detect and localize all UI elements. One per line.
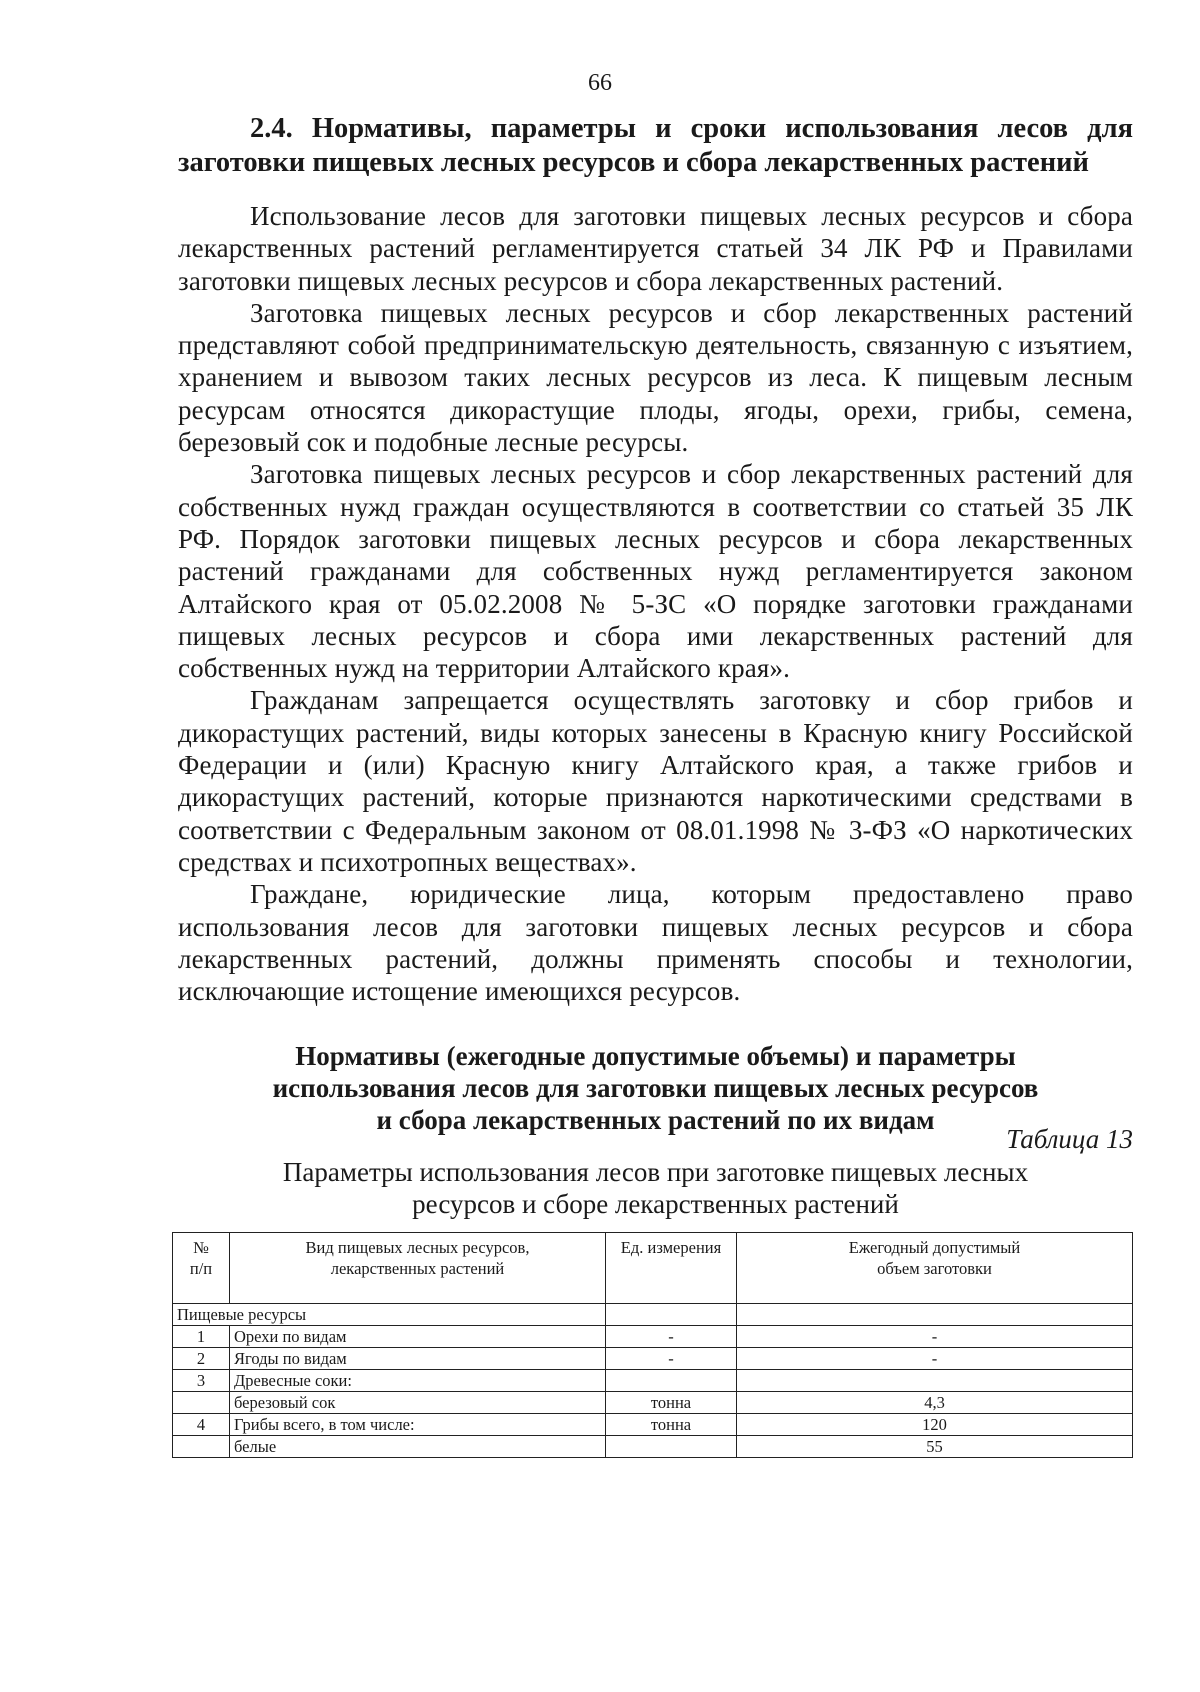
table-heading-line: Нормативы (ежегодные допустимые объемы) и параметры [295,1041,1016,1071]
table-row [173,1326,1133,1348]
header-number: № п/п [173,1233,230,1304]
paragraph: Граждане, юридические лица, которым предоставлено право использования лесов для заготовки пищевых лесных ресурсов и сбора лекарственных растений, должны применять способы и технологии, исключающие истощение имеющихся ресурсов. [178,879,1133,1007]
row-type: Орехи по видам [230,1326,606,1348]
table-group-row [173,1304,1133,1326]
row-type: белые [230,1436,606,1458]
table-heading-line: использования лесов для заготовки пищевых лесных ресурсов [272,1073,1039,1103]
section-heading-line-1: 2.4. Нормативы, параметры и сроки использования лесов для [250,113,1133,144]
table-row [173,1370,1133,1392]
table-cell [737,1304,1133,1326]
paragraph: Гражданам запрещается осуществлять заготовку и сбор грибов и дикорастущих растений, виды которых занесены в Красную книгу Российской Федерации и (или) Красную книгу Алтайского края, а также грибов и дикорастущих растений, которые признаются наркотическими средствами в соответствии с Федеральным законом от 08.01.1998 № 3-ФЗ «О наркотических средствах и психотропных веществах». [178,685,1133,877]
row-number [173,1392,230,1414]
row-type: Грибы всего, в том числе: [230,1414,606,1436]
row-volume: 4,3 [737,1392,1133,1414]
row-unit [606,1436,737,1458]
paragraph: Использование лесов для заготовки пищевых лесных ресурсов и сбора лекарственных растений регламентируется статьей 34 ЛК РФ и Правилами заготовки пищевых лесных ресурсов и сбора лекарственных растений. [178,201,1133,296]
row-type: Ягоды по видам [230,1348,606,1370]
table-caption [178,1156,1133,1220]
row-volume: - [737,1326,1133,1348]
table-caption-line: Параметры использования лесов при заготовке пищевых лесных [282,1157,1029,1187]
row-volume: - [737,1348,1133,1370]
header-resource-type: Вид пищевых лесных ресурсов, лекарственных растений [230,1233,606,1304]
row-type: березовый сок [230,1392,606,1414]
row-volume [737,1370,1133,1392]
row-unit: тонна [606,1392,737,1414]
header-unit: Ед. измерения [606,1233,737,1304]
row-type: Древесные соки: [230,1370,606,1392]
table-row [173,1436,1133,1458]
header-annual-volume: Ежегодный допустимый объем заготовки [737,1233,1133,1304]
row-unit [606,1370,737,1392]
paragraph: Заготовка пищевых лесных ресурсов и сбор лекарственных растений для собственных нужд граждан осуществляются в соответствии со статьей 35 ЛК РФ. Порядок заготовки пищевых лесных ресурсов и сбора лекарственных растений гражданами для собственных нужд регламентируется законом Алтайского края от 05.02.2008 № 5-ЗС «О порядке заготовки гражданами пищевых лесных ресурсов и сбора ими лекарственных растений для собственных нужд на территории Алтайского края». [178,459,1133,684]
table-row [173,1414,1133,1436]
row-number: 2 [173,1348,230,1370]
table-cell [606,1304,737,1326]
table-heading-line: и сбора лекарственных растений по их видам [376,1105,935,1135]
row-number: 1 [173,1326,230,1348]
paragraph: Заготовка пищевых лесных ресурсов и сбор лекарственных растений представляют собой предпринимательскую деятельность, связанную с изъятием, хранением и вывозом таких лесных ресурсов из леса. К пищевым лесным ресурсам относятся дикорастущие плоды, ягоды, орехи, грибы, семена, березовый сок и подобные лесные ресурсы. [178,297,1133,458]
row-number: 3 [173,1370,230,1392]
row-unit: тонна [606,1414,737,1436]
row-unit: - [606,1326,737,1348]
table-header-row [173,1233,1133,1304]
group-title: Пищевые ресурсы [173,1304,606,1326]
table-row [173,1392,1133,1414]
section-heading [178,112,1133,180]
page-number: 66 [588,70,612,96]
row-unit: - [606,1348,737,1370]
body-text [178,200,1133,1007]
table-label: Таблица 13 [1006,1124,1133,1154]
table-heading [178,1040,1133,1136]
table-row [173,1348,1133,1370]
table-caption-line: ресурсов и сборе лекарственных растений [412,1189,899,1219]
row-volume: 120 [737,1414,1133,1436]
row-volume: 55 [737,1436,1133,1458]
section-heading-line-2: заготовки пищевых лесных ресурсов и сбора лекарственных растений [178,147,1089,178]
row-number: 4 [173,1414,230,1436]
row-number [173,1436,230,1458]
parameters-table [172,1232,1133,1458]
